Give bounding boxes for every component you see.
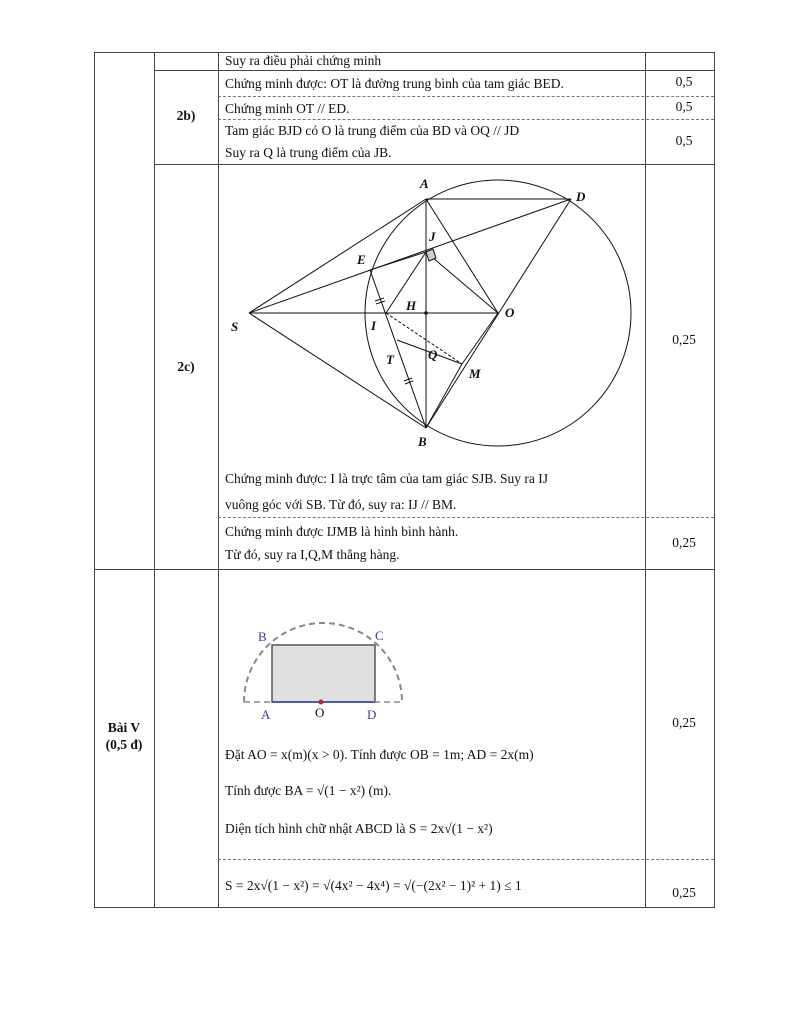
segment-sd: [249, 199, 571, 313]
row-text-ot-parallel: Chứng minh OT // ED.: [225, 101, 350, 116]
tick-mark: [376, 301, 385, 304]
text-set-ao: Đặt AO = x(m)(x > 0). Tính được OB = 1m; AD = 2x(m): [225, 747, 534, 762]
label-a: A: [261, 707, 271, 722]
label-j: J: [429, 229, 436, 244]
segment-jo: [426, 252, 498, 313]
label-b: B: [258, 629, 267, 644]
grid-line: [645, 52, 646, 908]
grid-line: [154, 70, 714, 71]
text-area-bound: S = 2x√(1 − x²) = √(4x² − 4x⁴) = √(−(2x² − 1)² + 1) ≤ 1: [225, 878, 522, 893]
row-text-bjd-line2: Suy ra Q là trung điểm của JB.: [225, 145, 392, 160]
points-cell: 0,5: [675, 74, 693, 89]
label-o: O: [505, 305, 515, 320]
row-text-ot-midline: Chứng minh được: OT là đường trung bình của tam giác BED.: [225, 76, 564, 91]
geometry-figure-semicircle: [238, 616, 408, 722]
points-cell: 0,5: [675, 133, 693, 148]
segment-im-dashed: [386, 313, 462, 364]
tick-mark: [375, 298, 384, 301]
label-c: C: [375, 628, 384, 643]
row-text-bjd-line1: Tam giác BJD có O là trung điểm của BD và OQ // JD: [225, 123, 520, 138]
section-label-bai-v-points: (0,5 đ): [105, 737, 143, 752]
segment-bm: [426, 364, 462, 428]
part-label-2b: 2b): [176, 108, 196, 123]
part-label-2c: 2c): [177, 359, 195, 374]
label-d: D: [576, 189, 586, 204]
grid-line: [94, 569, 714, 570]
text-ba-length: Tính được BA = √(1 − x²) (m).: [225, 783, 392, 798]
grid-line: [154, 52, 155, 908]
label-o: O: [315, 705, 325, 720]
row-text-parallelogram-line2: Từ đó, suy ra I,Q,M thẳng hàng.: [225, 547, 400, 562]
point-h: [424, 311, 428, 315]
grid-line: [94, 907, 714, 908]
points-cell: 0,25: [672, 332, 696, 347]
label-a: A: [420, 176, 429, 191]
grid-line: [218, 517, 714, 518]
label-q: Q: [428, 347, 438, 362]
label-h: H: [406, 298, 417, 313]
row-text-conclusion: Suy ra điều phải chứng minh: [225, 53, 382, 68]
label-m: M: [469, 366, 481, 381]
segment-mo: [462, 313, 498, 364]
point-o: [319, 700, 324, 705]
segment-sa: [249, 199, 426, 313]
label-i: I: [371, 318, 377, 333]
grid-line: [218, 96, 714, 97]
grid-line: [94, 52, 714, 53]
label-e: E: [357, 252, 366, 267]
section-label-bai-v: Bài V: [107, 720, 141, 735]
rectangle-abcd: [272, 645, 375, 702]
label-t: T: [386, 352, 394, 367]
grid-line: [714, 52, 715, 908]
points-cell: 0,5: [675, 99, 693, 114]
grid-line: [218, 859, 714, 860]
text-area-formula: Diện tích hình chữ nhật ABCD là S = 2x√(1 − x²): [225, 821, 493, 836]
row-text-orthocenter-line1: Chứng minh được: I là trực tâm của tam giác SJB. Suy ra IJ: [225, 471, 549, 486]
label-s: S: [231, 319, 239, 334]
points-cell: 0,25: [672, 715, 696, 730]
segment-eb: [370, 270, 426, 428]
points-cell: 0,25: [672, 535, 696, 550]
label-d: D: [367, 707, 377, 722]
grid-line: [94, 52, 95, 908]
segment-ao: [426, 199, 498, 313]
label-b: B: [418, 434, 427, 449]
row-text-orthocenter-line2: vuông góc với SB. Từ đó, suy ra: IJ // BM.: [225, 497, 457, 512]
points-cell: 0,25: [672, 885, 696, 900]
row-text-parallelogram-line1: Chứng minh được IJMB là hình bình hành.: [225, 524, 459, 539]
segment-sb: [249, 313, 426, 428]
geometry-figure-circle: [218, 165, 645, 455]
grid-line: [218, 119, 714, 120]
